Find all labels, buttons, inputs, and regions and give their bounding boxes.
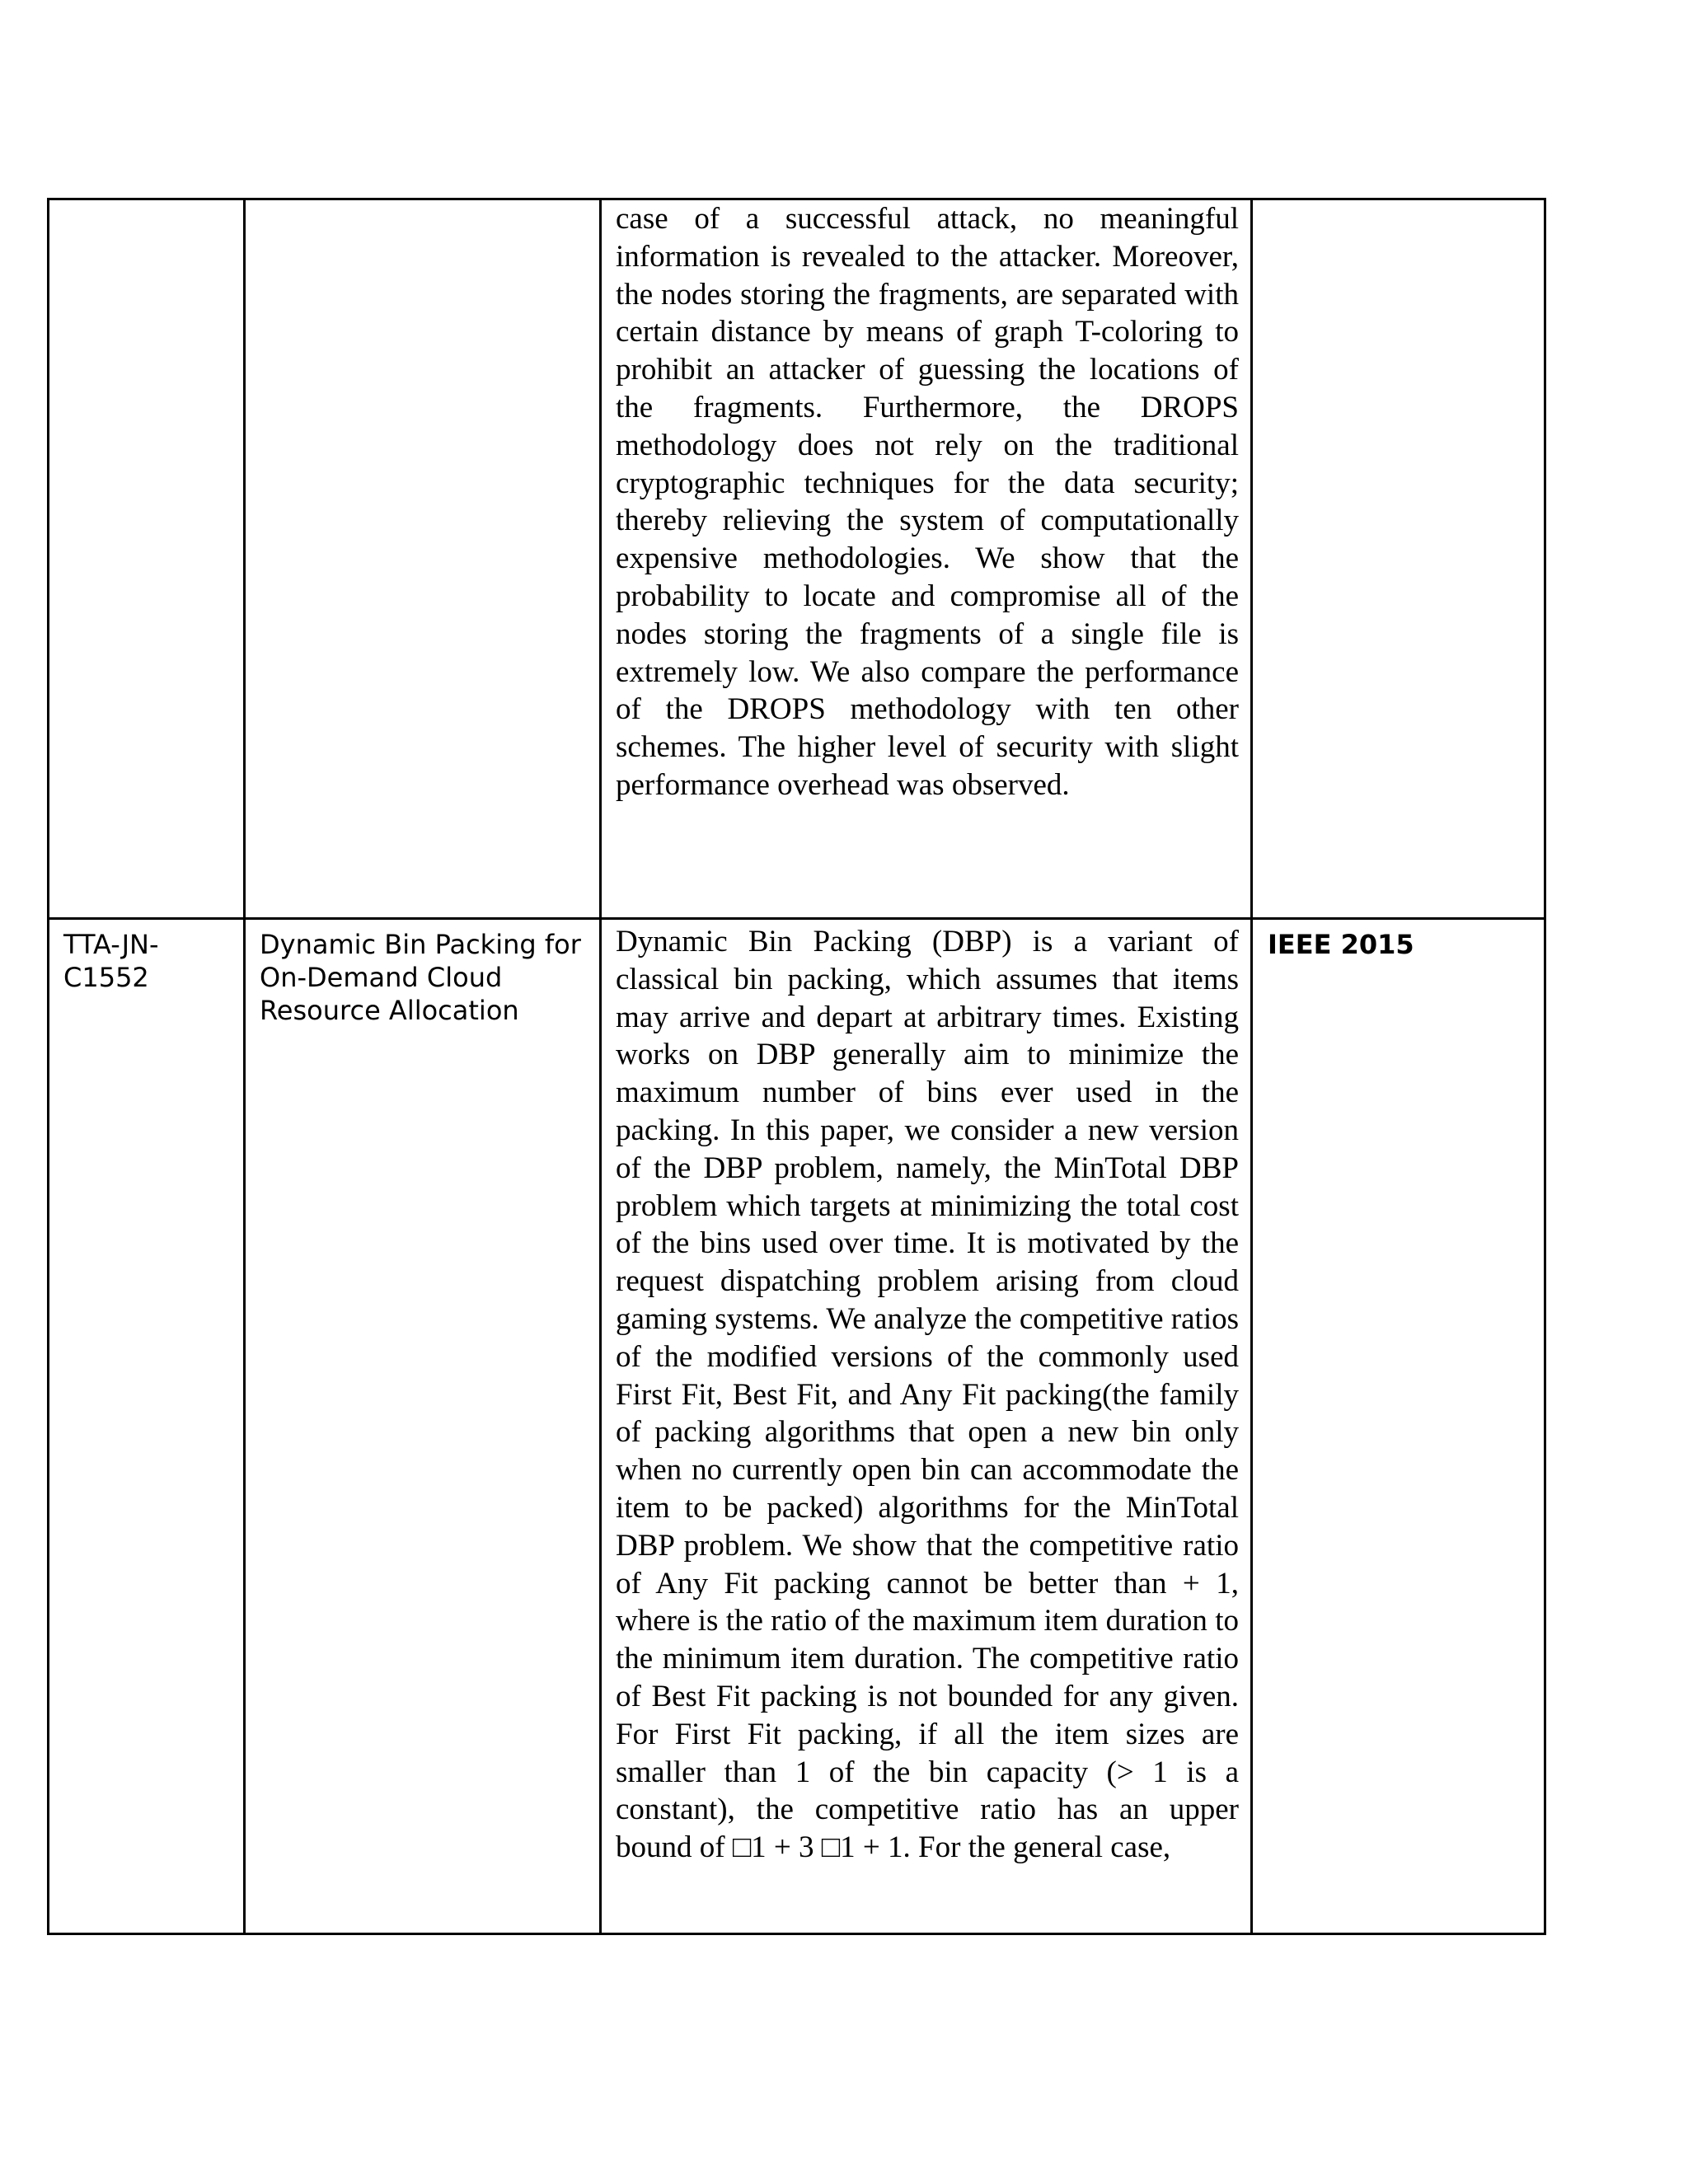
project-title-cell [245,199,601,919]
project-abstract: case of a successful attack, no meaningful information is revealed to the attacker. Moreover, the nodes storing the fragments, are separated with certain distance by means of graph T-coloring to prohibit an attacker of guessing the locations of the fragments. Furthermore, the DROPS methodology does not rely on the traditional cryptographic techniques for the data security; thereby relieving the system of computationally expensive methodologies. We show that the probability to locate and compromise all of the nodes storing the fragments of a single file is extremely low. We also compare the performance of the DROPS methodology with ten other schemes. The higher level of security with slight performance overhead was observed. [616,202,1239,802]
project-title: Dynamic Bin Packing for On-Demand Cloud Resource Allocation [260,929,581,1026]
projects-table [47,198,1546,1935]
project-abstract-cell [601,919,1252,1934]
project-title-cell [245,919,601,1934]
project-code-cell [49,199,245,919]
publication-label: IEEE 2015 [1268,929,1414,960]
project-abstract-cell [601,199,1252,919]
project-code-cell [49,919,245,1934]
table-row [49,919,1545,1934]
table-row [49,199,1545,919]
publication-cell [1252,919,1545,1934]
project-code: TTA-JN-C1552 [63,929,159,993]
project-abstract: Dynamic Bin Packing (DBP) is a variant of classical bin packing, which assumes that items may arrive and depart at arbitrary times. Existing works on DBP generally aim to minimize the maximum number of bins ever used in the packing. In this paper, we consider a new version of the DBP problem, namely, the MinTotal DBP problem which targets at minimizing the total cost of the bins used over time. It is motivated by the request dispatching problem arising from cloud gaming systems. We analyze the competitive ratios of the modified versions of the commonly used First Fit, Best Fit, and Any Fit packing(the family of packing algorithms that open a new bin only when no currently open bin can accommodate the item to be packed) algorithms for the MinTotal DBP problem. We show that the competitive ratio of Any Fit packing cannot be better than + 1, where is the ratio of the maximum item duration to the minimum item duration. The competitive ratio of Best Fit packing is not bounded for any given. For First Fit packing, if all the item sizes are smaller than 1 of the bin capacity (> 1 is a constant), the competitive ratio has an upper bound of □1 + 3 □1 + 1. For the general case, [616,925,1239,1865]
publication-cell [1252,199,1545,919]
